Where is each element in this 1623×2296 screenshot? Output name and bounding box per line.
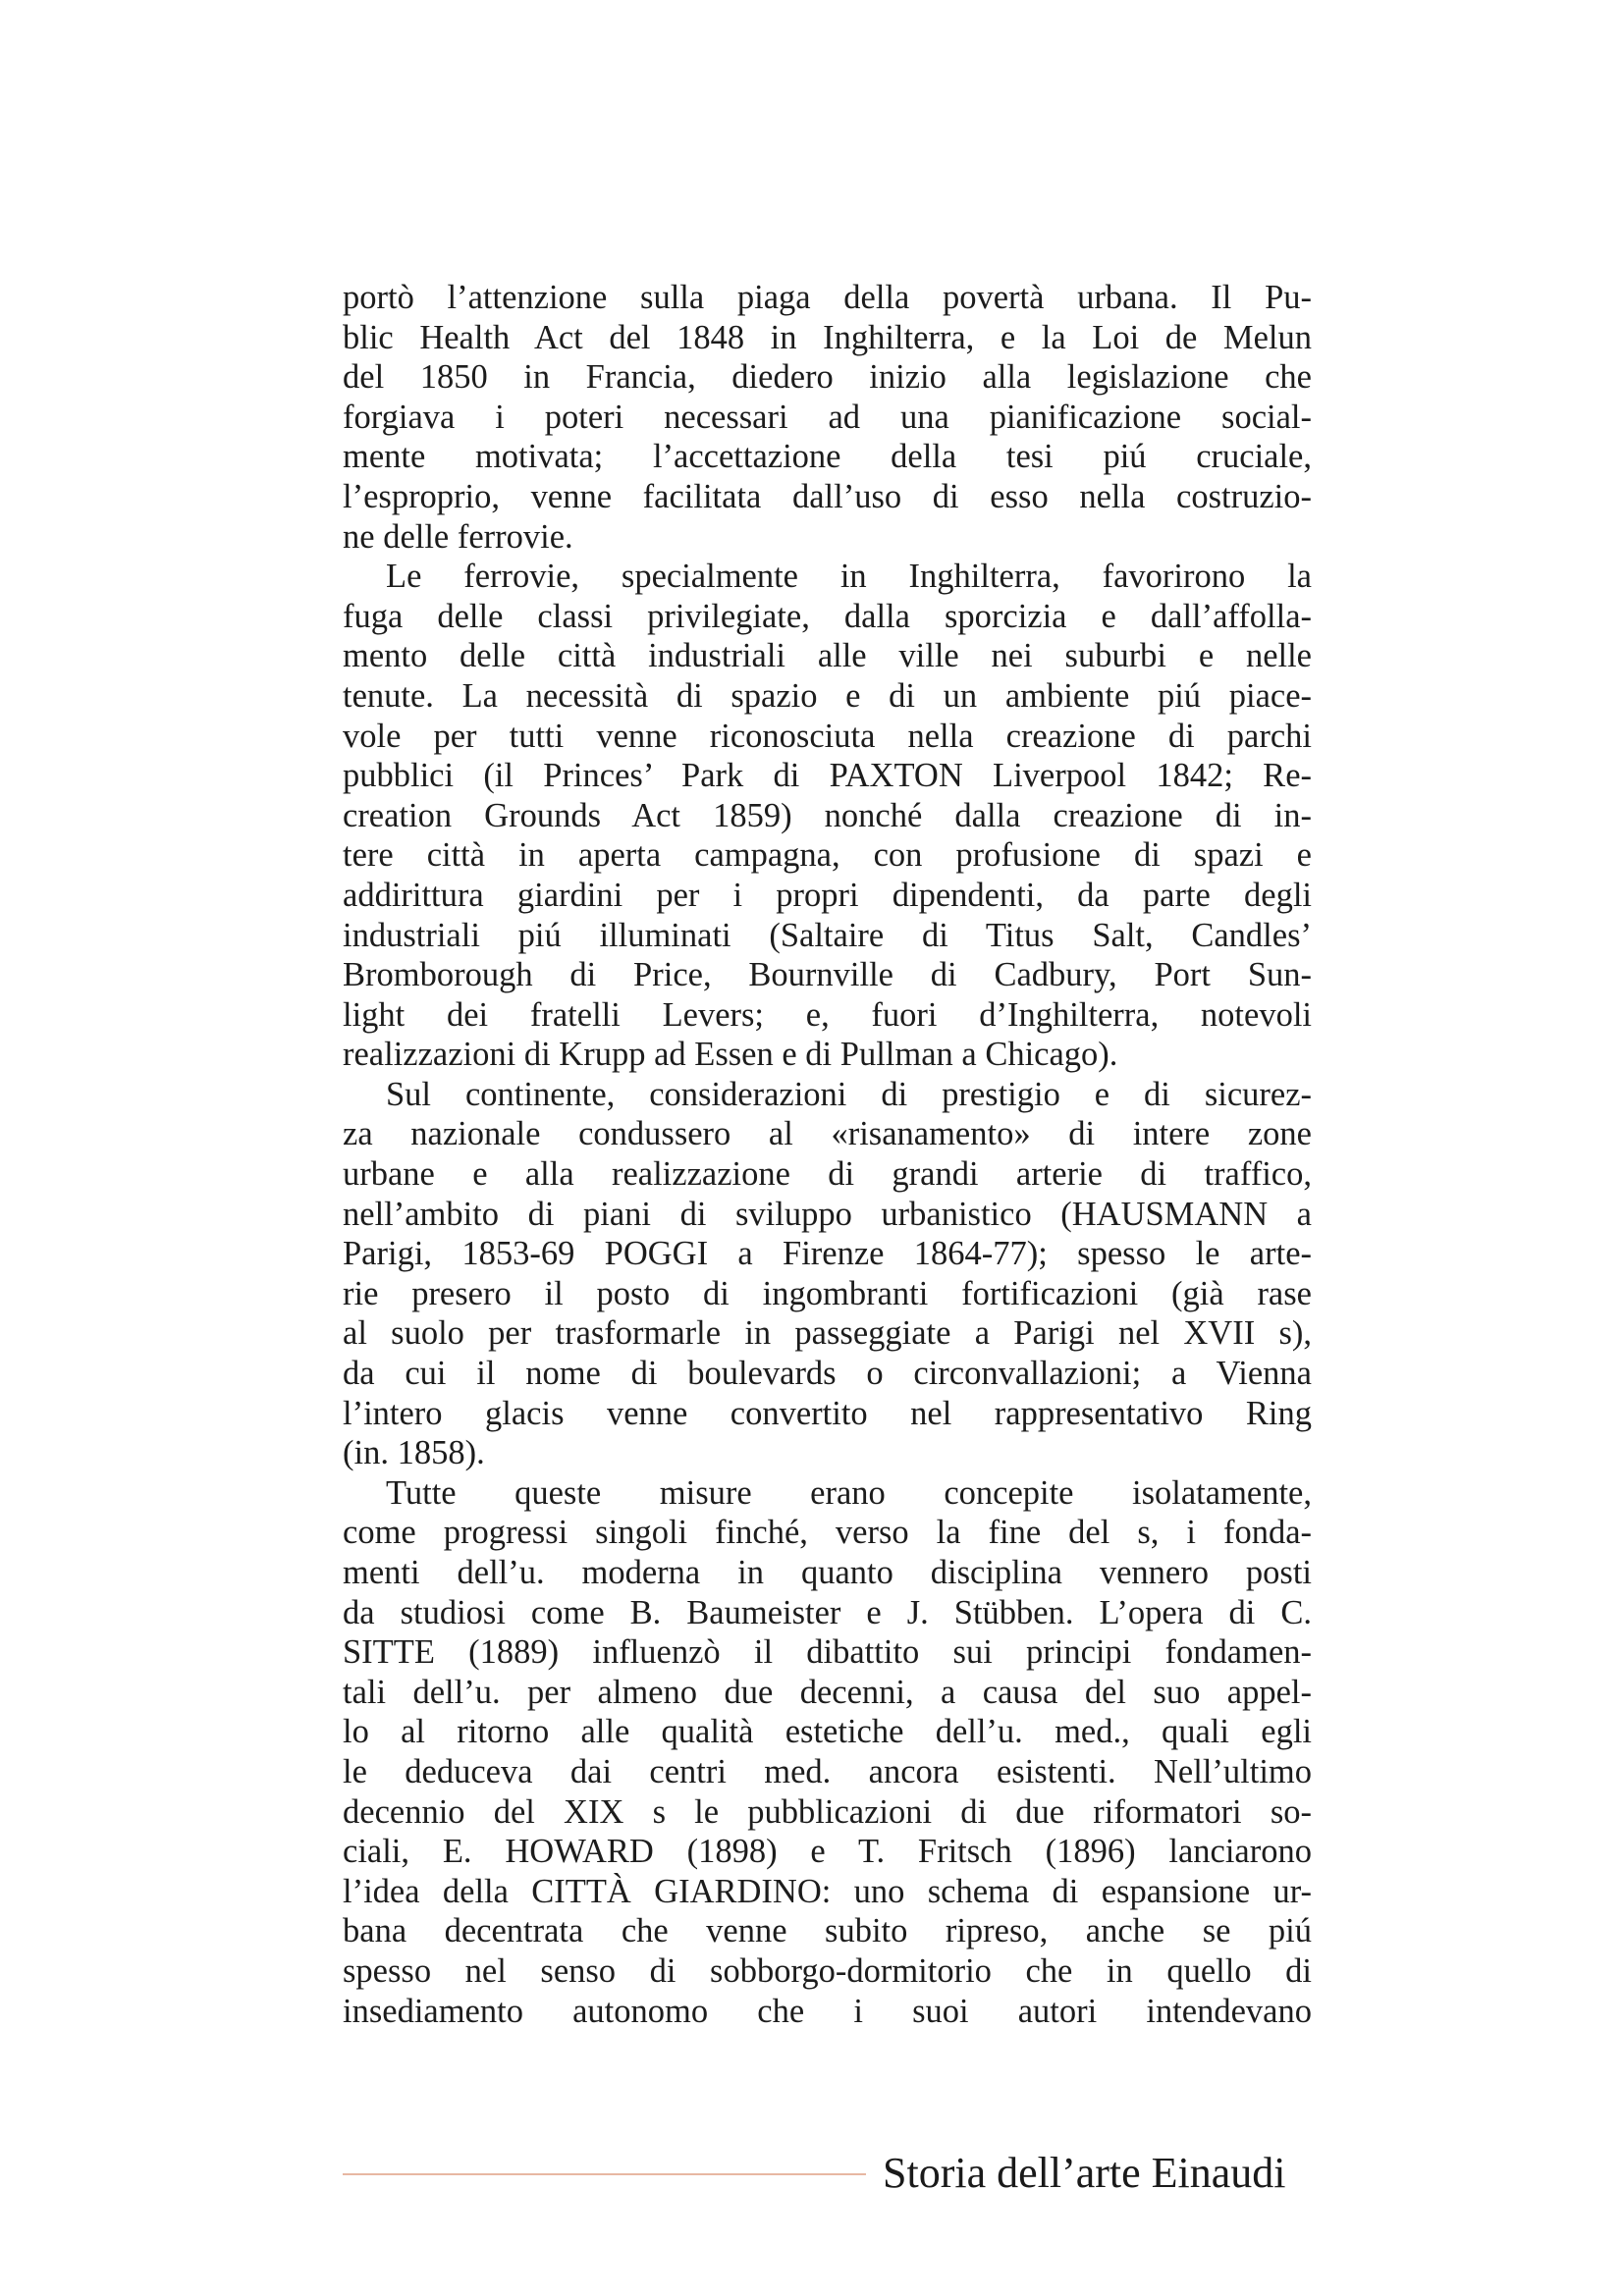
- text-line: blic Health Act del 1848 in Inghilterra, e la Loi de Melun: [343, 318, 1312, 356]
- text-line: mento delle città industriali alle ville nei suburbi e nelle: [343, 637, 1312, 675]
- text-line: del 1850 in Francia, diedero inizio alla legislazione che: [343, 358, 1312, 397]
- text-line: mente motivata; l’accettazione della tesi piú cruciale,: [343, 438, 1312, 476]
- text-line: creation Grounds Act 1859) nonché dalla creazione di in-: [343, 796, 1312, 834]
- text-line: come progressi singoli finché, verso la fine del s, i fonda-: [343, 1514, 1312, 1552]
- text-line: light dei fratelli Levers; e, fuori d’Inghilterra, notevoli: [343, 995, 1312, 1034]
- text-line: (in. 1858).: [343, 1434, 485, 1472]
- text-line: menti dell’u. moderna in quanto disciplina vennero posti: [343, 1554, 1312, 1591]
- text-line: portò l’attenzione sulla piaga della povertà urbana. Il Pu-: [343, 279, 1312, 316]
- text-line: fuga delle classi privilegiate, dalla sporcizia e dall’affolla-: [343, 597, 1312, 635]
- text-line: insediamento autonomo che i suoi autori intendevano: [343, 1992, 1312, 2030]
- text-line: addirittura giardini per i propri dipendenti, da parte degli: [343, 876, 1312, 914]
- text-line: da studiosi come B. Baumeister e J. Stübben. L’opera di C.: [343, 1593, 1312, 1631]
- text-line: industriali piú illuminati (Saltaire di Titus Salt, Candles’: [343, 916, 1312, 954]
- text-line: nell’ambito di piani di sviluppo urbanistico (HAUSMANN a: [343, 1195, 1312, 1233]
- text-line: vole per tutti venne riconosciuta nella creazione di parchi: [343, 717, 1312, 755]
- text-line: l’idea della CITTÀ GIARDINO: uno schema di espansione ur-: [343, 1872, 1312, 1910]
- text-line: pubblici (il Princes’ Park di PAXTON Liverpool 1842; Re-: [343, 757, 1312, 795]
- text-line: l’intero glacis venne convertito nel rappresentativo Ring: [343, 1394, 1312, 1432]
- text-line: ciali, E. HOWARD (1898) e T. Fritsch (1896) lanciarono: [343, 1833, 1312, 1871]
- text-line: spesso nel senso di sobborgo-dormitorio che in quello di: [343, 1951, 1312, 1990]
- text-line: al suolo per trasformarle in passeggiate a Parigi nel XVII s),: [343, 1314, 1312, 1353]
- text-line: forgiava i poteri necessari ad una pianificazione social-: [343, 398, 1312, 436]
- text-line: tere città in aperta campagna, con profusione di spazi e: [343, 836, 1312, 875]
- text-line: bana decentrata che venne subito ripreso, anche se piú: [343, 1912, 1312, 1950]
- text-line: tenute. La necessità di spazio e di un ambiente piú piace-: [343, 676, 1312, 715]
- text-line: rie presero il posto di ingombranti fortificazioni (già rase: [343, 1274, 1312, 1312]
- text-line: za nazionale condussero al «risanamento» di intere zone: [343, 1115, 1312, 1153]
- text-line: lo al ritorno alle qualità estetiche dell’u. med., quali egli: [343, 1713, 1312, 1751]
- text-line: le deduceva dai centri med. ancora esistenti. Nell’ultimo: [343, 1752, 1312, 1790]
- text-line: Parigi, 1853-69 POGGI a Firenze 1864-77); spesso le arte-: [343, 1235, 1312, 1273]
- text-line: realizzazioni di Krupp ad Essen e di Pullman a Chicago).: [343, 1036, 1118, 1074]
- footer-title: Storia dell’arte Einaudi: [883, 2149, 1286, 2197]
- footer-divider: [343, 2173, 866, 2175]
- text-line: Tutte queste misure erano concepite isolatamente,: [386, 1473, 1312, 1512]
- text-line: Le ferrovie, specialmente in Inghilterra, favorirono la: [386, 558, 1312, 596]
- text-line: urbane e alla realizzazione di grandi arterie di traffico,: [343, 1155, 1312, 1194]
- body-text: [343, 278, 1312, 2031]
- text-line: da cui il nome di boulevards o circonvallazioni; a Vienna: [343, 1355, 1312, 1393]
- text-line: decennio del XIX s le pubblicazioni di due riformatori so-: [343, 1792, 1312, 1831]
- text-line: tali dell’u. per almeno due decenni, a causa del suo appel-: [343, 1673, 1312, 1711]
- text-line: SITTE (1889) influenzò il dibattito sui principi fondamen-: [343, 1633, 1312, 1672]
- text-line: l’esproprio, venne facilitata dall’uso di esso nella costruzio-: [343, 477, 1312, 515]
- text-line: Sul continente, considerazioni di prestigio e di sicurez-: [386, 1075, 1312, 1113]
- text-line: Bromborough di Price, Bournville di Cadbury, Port Sun-: [343, 956, 1312, 994]
- text-line: ne delle ferrovie.: [343, 517, 573, 556]
